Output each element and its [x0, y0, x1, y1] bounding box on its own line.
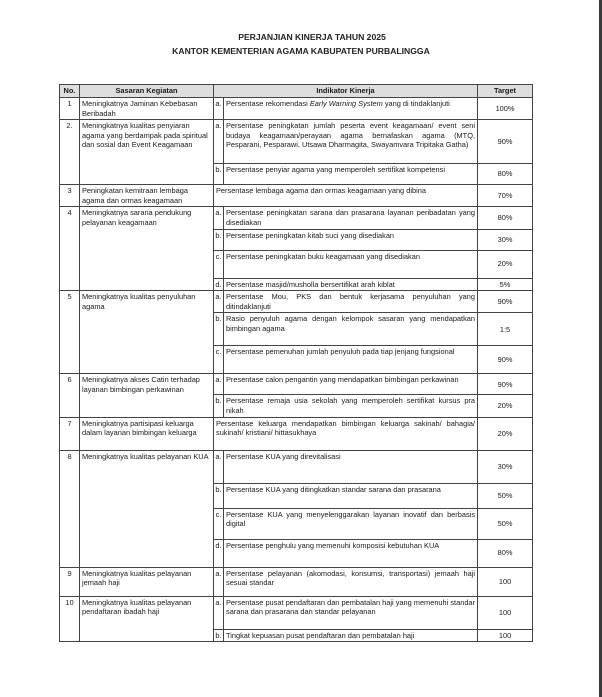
document-subtitle: KANTOR KEMENTERIAN AGAMA KABUPATEN PURBALINGGA: [172, 46, 430, 56]
indicator-text: Presentase calon pengantin yang mendapatkan bimbingan perkawinan: [224, 374, 478, 395]
indicator-letter: a.: [214, 567, 224, 596]
indicator-text: Persentase pusat pendaftaran dan pembatalan haji yang memenuhi standar sarana dan prasarana dan standar pelayanan: [224, 596, 478, 629]
row-number: 2.: [60, 120, 80, 185]
row-number: 6: [60, 374, 80, 417]
target-value: 90%: [478, 346, 533, 374]
row-number: 5: [60, 291, 80, 374]
indicator-text: Persentase remaja usia sekolah yang memperoleh sertifikat kursus pra nikah: [224, 395, 478, 417]
row-number: 9: [60, 567, 80, 596]
indicator-text: Persentase KUA yang ditingkatkan standar sarana dan prasarana: [224, 483, 478, 508]
sasaran-cell: Meningkatnya kualitas pelayanan jemaah haji: [80, 567, 214, 596]
indicator-letter: a.: [214, 450, 224, 483]
target-value: 20%: [478, 250, 533, 278]
col-header-target: Target: [478, 85, 533, 98]
col-header-sasaran: Sasaran Kegiatan: [80, 85, 214, 98]
indicator-letter: d.: [214, 278, 224, 291]
target-value: 90%: [478, 374, 533, 395]
indicator-letter: b.: [214, 395, 224, 417]
indicator-text: Persentase peningkatan kitab suci yang disediakan: [224, 229, 478, 250]
indicator-text: Persentase keluarga mendapatkan bimbingan keluarga sakinah/ bahagia/ sukinah/ kristiani/ hittasukhaya: [214, 417, 478, 450]
indicator-letter: b.: [214, 313, 224, 346]
target-value: 100: [478, 629, 533, 642]
target-value: 100: [478, 567, 533, 596]
indicator-text: Persentase penyiar agama yang memperoleh sertifikat kompetensi: [224, 164, 478, 185]
sasaran-cell: Meningkatnya akses Catin terhadap layanan bimbingan perkawinan: [80, 374, 214, 417]
indicator-letter: d.: [214, 539, 224, 567]
target-value: 80%: [478, 207, 533, 229]
table-row: [60, 450, 533, 483]
table-row: [60, 120, 533, 164]
indicator-letter: a.: [214, 207, 224, 229]
indicator-letter: b.: [214, 483, 224, 508]
target-value: 80%: [478, 539, 533, 567]
indicator-emphasis: Early Warning System: [309, 99, 383, 108]
indicator-text: Persentase KUA yang menyelenggarakan layanan inovatif dan berbasis digital: [224, 508, 478, 539]
col-header-no: No.: [60, 85, 80, 98]
table-row: [60, 291, 533, 313]
row-number: 10: [60, 596, 80, 642]
table-row: [60, 596, 533, 629]
table-row: [60, 185, 533, 207]
row-number: 3: [60, 185, 80, 207]
target-value: 20%: [478, 395, 533, 417]
sasaran-cell: Meningkatnya kualitas penyuluhan agama: [80, 291, 214, 374]
table-row: [60, 567, 533, 596]
indicator-text: Persentase masjid/musholla bersertifikat arah kiblat: [224, 278, 478, 291]
indicator-text: Persentase KUA yang direvitalisasi: [224, 450, 478, 483]
indicator-text: Persentase rekomendasi Early Warning System yang di tindaklanjuti: [224, 98, 478, 120]
table-row: [60, 417, 533, 450]
target-value: 20%: [478, 417, 533, 450]
indicator-text: Persentase pelayanan (akomodasi, konsumsi, transportasi) jemaah haji sesuai standar: [224, 567, 478, 596]
table-row: [60, 98, 533, 120]
indicator-letter: c.: [214, 250, 224, 278]
indicator-text: Persentase peningkatan jumlah peserta event keagamaan/ event seni budaya keagamaan/perayaan agama bernafaskan agama (MTQ, Pesparani, Pesparawi, Utsawa Dharmagita, Swayamvara Tripitaka Gatha): [224, 120, 478, 164]
table-header-row: [60, 85, 533, 98]
target-value: 30%: [478, 450, 533, 483]
target-value: 50%: [478, 483, 533, 508]
row-number: 1: [60, 98, 80, 120]
sasaran-cell: Peningkatan kemitraan lembaga agama dan ormas keagamaan: [80, 185, 214, 207]
target-value: 1:5: [478, 313, 533, 346]
sasaran-cell: Meningkatnya partisipasi keluarga dalam layanan bimbingan keluarga: [80, 417, 214, 450]
target-value: 100: [478, 596, 533, 629]
indicator-letter: c.: [214, 508, 224, 539]
indicator-text: Tingkat kepuasan pusat pendaftaran dan pembatalan haji: [224, 629, 478, 642]
indicator-text: Persentase pemenuhan jumlah penyuluh pada tiap jenjang fungsional: [224, 346, 478, 374]
indicator-letter: a.: [214, 374, 224, 395]
sasaran-cell: Meningkatnya sarana pendukung pelayanan keagamaan: [80, 207, 214, 291]
target-value: 90%: [478, 291, 533, 313]
sasaran-cell: Meningkatnya kualitas pelayanan pendaftaran ibadah haji: [80, 596, 214, 642]
target-value: 70%: [478, 185, 533, 207]
indicator-text: Rasio penyuluh agama dengan kelompok sasaran yang mendapatkan bimbingan agama: [224, 313, 478, 346]
target-value: 80%: [478, 164, 533, 185]
indicator-text: Persentase Mou, PKS dan bentuk kerjasama penyuluhan yang ditindaklanjuti: [224, 291, 478, 313]
sasaran-cell: Meningkatnya kualitas pelayanan KUA: [80, 450, 214, 567]
indicator-letter: a.: [214, 98, 224, 120]
target-value: 100%: [478, 98, 533, 120]
row-number: 8: [60, 450, 80, 567]
indicator-letter: b.: [214, 164, 224, 185]
target-value: 90%: [478, 120, 533, 164]
table-row: [60, 207, 533, 229]
sasaran-cell: Meningkatnya kualitas penyiaran agama yang berdampak pada spiritual dan sosial dan Event Keagamaan: [80, 120, 214, 185]
table-row: [60, 374, 533, 395]
indicator-letter: a.: [214, 596, 224, 629]
col-header-indikator: Indikator Kinerja: [214, 85, 478, 98]
indicator-letter: a.: [214, 120, 224, 164]
document-header: [0, 30, 602, 58]
row-number: 4: [60, 207, 80, 291]
indicator-letter: b.: [214, 629, 224, 642]
document-title: PERJANJIAN KINERJA TAHUN 2025: [238, 32, 386, 42]
target-value: 30%: [478, 229, 533, 250]
indicator-text: Persentase peningkatan buku keagamaan yang disediakan: [224, 250, 478, 278]
target-value: 50%: [478, 508, 533, 539]
indicator-letter: b.: [214, 229, 224, 250]
sasaran-cell: Meningkatnya Jaminan Kebebasan Beribadah: [80, 98, 214, 120]
indicator-letter: a.: [214, 291, 224, 313]
row-number: 7: [60, 417, 80, 450]
indicator-text: Persentase peningkatan sarana dan prasarana layanan peribadatan yang disediakan: [224, 207, 478, 229]
indicator-letter: c.: [214, 346, 224, 374]
performance-table: [59, 84, 533, 642]
target-value: 5%: [478, 278, 533, 291]
indicator-text: Persentase lembaga agama dan ormas keagamaan yang dibina: [214, 185, 478, 207]
indicator-text: Persentase penghulu yang memenuhi komposisi kebutuhan KUA: [224, 539, 478, 567]
